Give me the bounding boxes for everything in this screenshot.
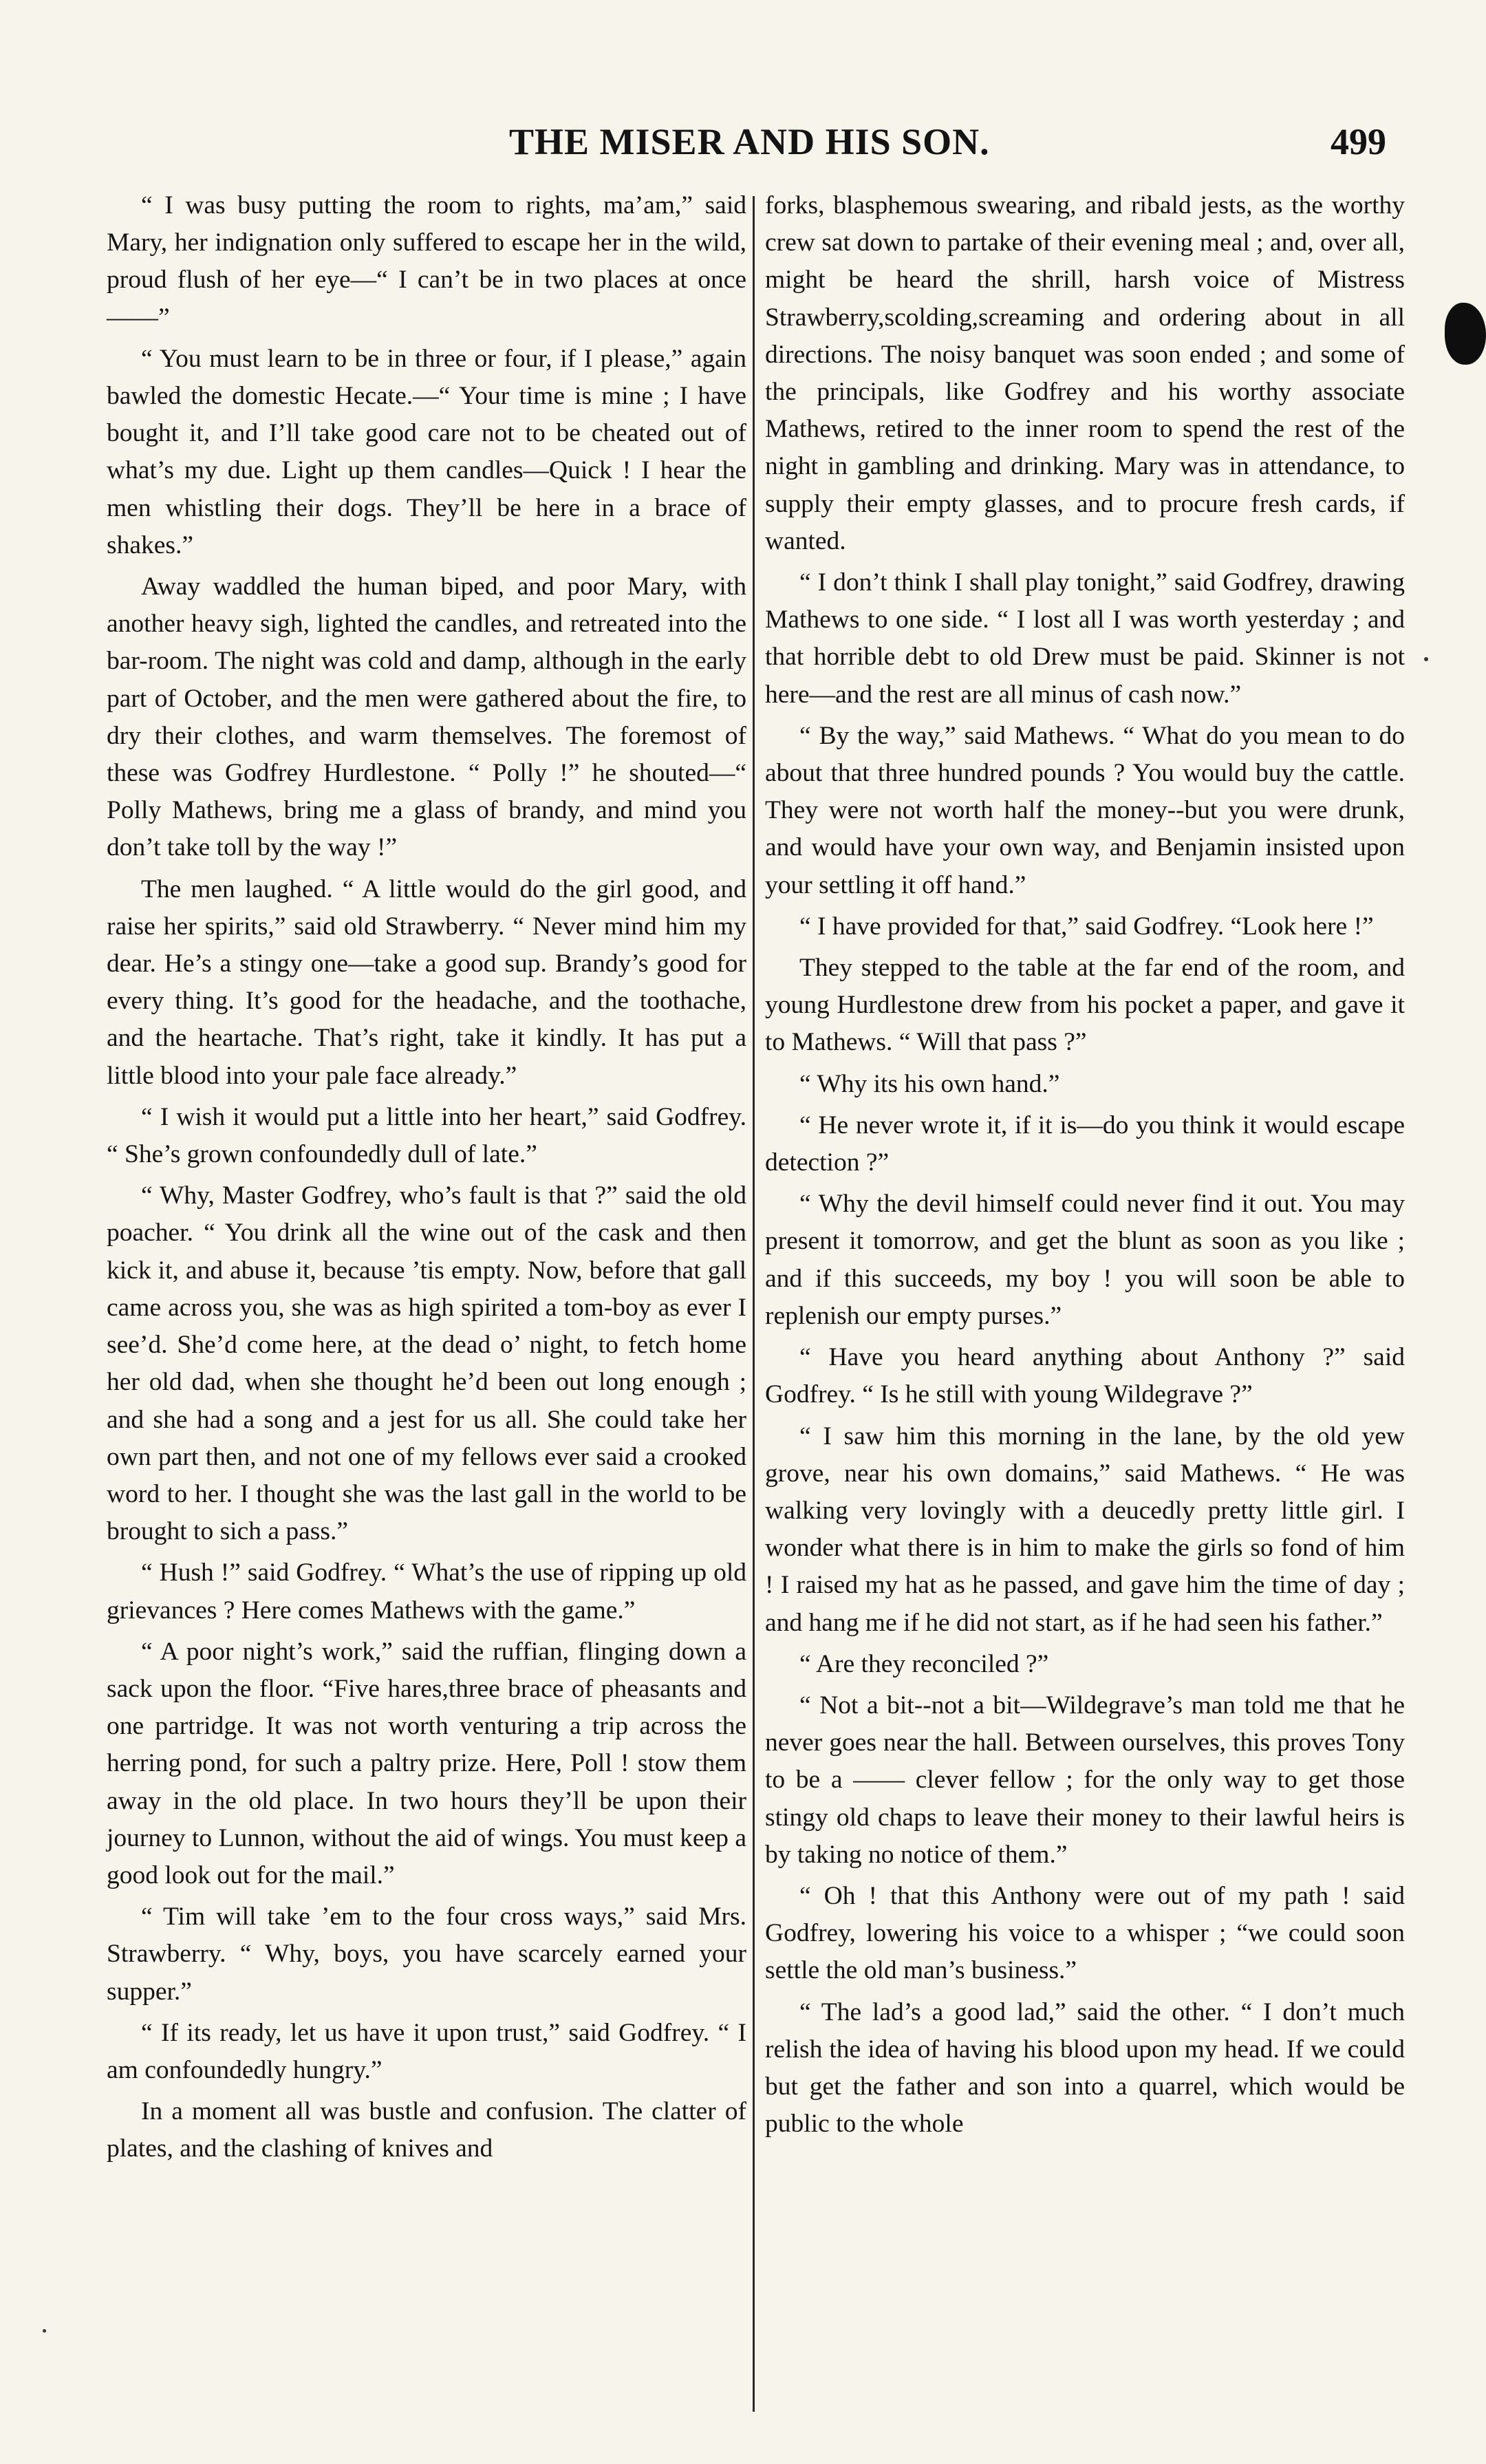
paragraph: “ I have provided for that,” said Godfrey. “Look here !” bbox=[799, 912, 1374, 941]
paragraph: “ If its ready, let us have it upon trust,” said Godfrey. “ I am confoundedly hungry.” bbox=[107, 2018, 746, 2084]
paragraph: “ Why, Master Godfrey, who’s fault is that ?” said the old poacher. “ You drink all the wine out of the cask and then kick it, and abuse it, because ’tis empty. Now, before that gall came across you, she was as high spirited a tom-boy as ever I see’d. She’d come here, at the dead o’ night, to fetch home her old dad, when she thought he’d been out long enough ; and she had a song and a jest for us all. She could take her own part then, and not one of my fellows ever said a crooked word to her. I thought she was the last gall in the world to be brought to sich a pass.” bbox=[107, 1181, 746, 1546]
paragraph: “ I was busy putting the room to rights, ma’am,” said Mary, her indignation only suffered to escape her in the wild, proud flush of her eye—“ I can’t be in two places at once——” bbox=[107, 191, 746, 332]
paragraph: “ Are they reconciled ?” bbox=[799, 1649, 1049, 1678]
paragraph: “ By the way,” said Mathews. “ What do you mean to do about that three hundred pounds ? You would buy the cattle. They were not worth half the money--but you were drunk, and would have your own way, and Benjamin insisted upon your settling it off hand.” bbox=[765, 721, 1405, 899]
paragraph: “ Why the devil himself could never find it out. You may present it tomorrow, and get the blunt as soon as you like ; and if this succeeds, my boy ! you will soon be able to replenish our empty purses.” bbox=[765, 1190, 1405, 1330]
right-column bbox=[765, 187, 1405, 2147]
paragraph: “ I don’t think I shall play tonight,” said Godfrey, drawing Mathews to one side. “ I lost all I was worth yesterday ; and that horrible debt to old Drew must be paid. Skinner is not here—and the rest are all minus of cash now.” bbox=[765, 568, 1405, 709]
paragraph: “ Hush !” said Godfrey. “ What’s the use of ripping up old grievances ? Here comes Mathews with the game.” bbox=[107, 1558, 746, 1625]
paper-speck bbox=[43, 2329, 46, 2333]
paragraph: “ Oh ! that this Anthony were out of my path ! said Godfrey, lowering his voice to a whisper ; “we could soon settle the old man’s business.” bbox=[765, 1881, 1405, 1985]
paragraph: In a moment all was bustle and confusion. The clatter of plates, and the clashing of knives and bbox=[107, 2097, 746, 2163]
paragraph: The men laughed. “ A little would do the girl good, and raise her spirits,” said old Strawberry. “ Never mind him my dear. He’s a stingy one—take a good sup. Brandy’s good for every thing. It’s good for the headache, and the toothache, and the heartache. That’s right, take it kindly. It has put a little blood into your pale face already.” bbox=[107, 875, 746, 1090]
paragraph: Away waddled the human biped, and poor Mary, with another heavy sigh, lighted the candles, and retreated into the bar-room. The night was cold and damp, although in the early part of October, and the men were gathered about the fire, to dry their clothes, and warm themselves. The foremost of these was Godfrey Hurdlestone. “ Polly !” he shouted—“ Polly Mathews, bring me a glass of brandy, and mind you don’t take toll by the way !” bbox=[107, 572, 746, 862]
paragraph: forks, blasphemous swearing, and ribald jests, as the worthy crew sat down to partake of their evening meal ; and, over all, might be heard the shrill, harsh voice of Mistress Strawberry,scolding,screaming and ordering about in all directions. The noisy banquet was soon ended ; and some of the principals, like Godfrey and his worthy associate Mathews, retired to the inner room to spend the rest of the night in gambling and drinking. Mary was in attendance, to supply their empty glasses, and to procure fresh cards, if wanted. bbox=[765, 191, 1405, 555]
ink-blot-mark bbox=[1445, 303, 1486, 365]
paragraph: “ Tim will take ’em to the four cross ways,” said Mrs. Strawberry. “ Why, boys, you have scarcely earned your supper.” bbox=[107, 1903, 746, 2006]
paragraph: “ You must learn to be in three or four, if I please,” again bawled the domestic Hecate.—“ Your time is mine ; I have bought it, and I’ll take good care not to be cheated out of what’s my due. Light up them candles—Quick ! I hear the men whistling their dogs. They’ll be here in a brace of shakes.” bbox=[107, 344, 746, 559]
page-header bbox=[0, 120, 1486, 182]
paragraph: “ Have you heard anything about Anthony ?” said Godfrey. “ Is he still with young Wildegrave ?” bbox=[765, 1343, 1405, 1409]
page-number: 499 bbox=[1331, 121, 1386, 162]
paragraph: “ A poor night’s work,” said the ruffian, flinging down a sack upon the floor. “Five hares,three brace of pheasants and one partridge. It was not worth venturing a trip across the herring pond, for such a paltry prize. Here, Poll ! stow them away in the old place. In two hours they’ll be upon their journey to Lunnon, without the aid of wings. You must keep a good look out for the mail.” bbox=[107, 1637, 746, 1889]
paragraph: “ Why its his own hand.” bbox=[799, 1069, 1060, 1098]
paragraph: “ I wish it would put a little into her heart,” said Godfrey. “ She’s grown confoundedly dull of late.” bbox=[107, 1102, 746, 1169]
paragraph: They stepped to the table at the far end of the room, and young Hurdlestone drew from his pocket a paper, and gave it to Mathews. “ Will that pass ?” bbox=[765, 954, 1405, 1057]
paragraph: “ I saw him this morning in the lane, by the old yew grove, near his own domains,” said Mathews. “ He was walking very lovingly with a deucedly pretty little girl. I wonder what there is in him to make the girls so fond of him ! I raised my hat as he passed, and gave him the time of day ; and hang me if he did not start, as if he had seen his father.” bbox=[765, 1422, 1405, 1637]
paper-speck bbox=[1424, 657, 1428, 661]
paragraph: “ The lad’s a good lad,” said the other. “ I don’t much relish the idea of having his blood upon my head. If we could but get the father and son into a quarrel, which would be public to the whole bbox=[765, 1997, 1405, 2139]
paragraph: “ He never wrote it, if it is—do you think it would escape detection ?” bbox=[765, 1111, 1405, 1177]
left-column bbox=[107, 187, 746, 2172]
paragraph: “ Not a bit--not a bit—Wildegrave’s man told me that he never goes near the hall. Between ourselves, this proves Tony to be a —— clever fellow ; for the only way to get those stingy old chaps to leave their money to their lawful heirs is by taking no notice of them.” bbox=[765, 1691, 1405, 1869]
running-title: THE MISER AND HIS SON. bbox=[509, 121, 990, 162]
column-divider bbox=[753, 196, 755, 2412]
